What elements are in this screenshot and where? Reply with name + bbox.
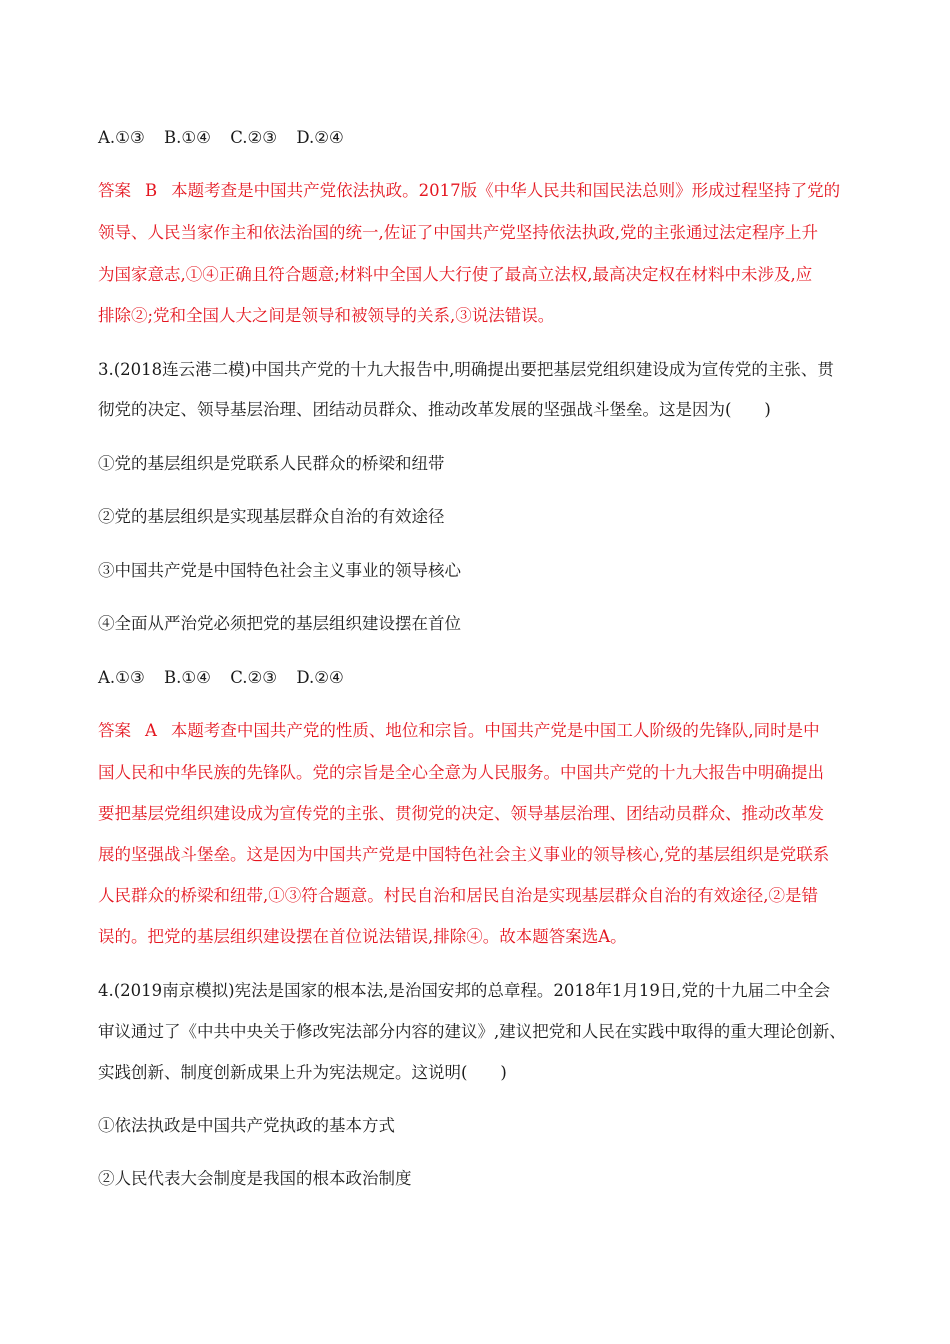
answer-key: A	[145, 721, 157, 740]
choice-a: A.①③	[98, 128, 145, 147]
q4-stem-line-3: 实践创新、制度创新成果上升为宪法规定。这说明( )	[98, 1063, 507, 1082]
answer-label: 答案	[98, 721, 131, 740]
answer-label: 答案	[98, 181, 131, 200]
answer-3-line-4: 展的坚强战斗堡垒。这是因为中国共产党是中国特色社会主义事业的领导核心,党的基层组织是党联系	[98, 845, 830, 864]
answer-2-line-3: 为国家意志,①④正确且符合题意;材料中全国人大行使了最高立法权,最高决定权在材料中未涉及,应	[98, 265, 813, 284]
choices-q2	[98, 130, 358, 147]
q3-stem-line-2: 彻党的决定、领导基层治理、团结动员群众、推动改革发展的坚强战斗堡垒。这是因为( )	[98, 400, 771, 419]
choice-a: A.①③	[98, 668, 145, 687]
choice-b: B.①④	[164, 668, 211, 687]
answer-3-line-3: 要把基层党组织建设成为宣传党的主张、贯彻党的决定、领导基层治理、团结动员群众、推动改革发	[98, 804, 824, 823]
q4-option-2: ②人民代表大会制度是我国的根本政治制度	[98, 1169, 412, 1188]
choice-d: D.②④	[296, 128, 344, 147]
answer-3-line-6: 误的。把党的基层组织建设摆在首位说法错误,排除④。故本题答案选A。	[98, 927, 627, 946]
answer-2-line-2: 领导、人民当家作主和依法治国的统一,佐证了中国共产党坚持依法执政,党的主张通过法定程序上升	[98, 223, 818, 242]
q3-option-1: ①党的基层组织是党联系人民群众的桥梁和纽带	[98, 454, 445, 473]
answer-3-line-2: 国人民和中华民族的先锋队。党的宗旨是全心全意为人民服务。中国共产党的十九大报告中明确提出	[98, 763, 824, 782]
q3-option-4: ④全面从严治党必须把党的基层组织建设摆在首位	[98, 614, 461, 633]
q4-stem-line-2: 审议通过了《中共中央关于修改宪法部分内容的建议》,建议把党和人民在实践中取得的重大理论创新、	[98, 1022, 846, 1041]
choice-c: C.②③	[230, 128, 278, 147]
answer-key: B	[145, 181, 158, 200]
choice-b: B.①④	[164, 128, 211, 147]
answer-text: 本题考查是中国共产党依法执政。2017版《中华人民共和国民法总则》形成过程坚持了党的	[171, 181, 841, 200]
answer-3-line-1	[98, 723, 820, 740]
answer-text: 本题考查中国共产党的性质、地位和宗旨。中国共产党是中国工人阶级的先锋队,同时是中	[170, 721, 820, 740]
choice-d: D.②④	[296, 668, 344, 687]
q3-option-3: ③中国共产党是中国特色社会主义事业的领导核心	[98, 561, 461, 580]
answer-2-line-4: 排除②;党和全国人大之间是领导和被领导的关系,③说法错误。	[98, 306, 555, 325]
q3-option-2: ②党的基层组织是实现基层群众自治的有效途径	[98, 507, 445, 526]
answer-2-line-1	[98, 183, 840, 200]
q4-option-1: ①依法执政是中国共产党执政的基本方式	[98, 1116, 395, 1135]
choice-c: C.②③	[230, 668, 278, 687]
answer-3-line-5: 人民群众的桥梁和纽带,①③符合题意。村民自治和居民自治是实现基层群众自治的有效途径,②是错	[98, 886, 818, 905]
q4-stem-line-1: 4.(2019南京模拟)宪法是国家的根本法,是治国安邦的总章程。2018年1月19日,党的十九届二中全会	[98, 981, 831, 1000]
choices-q3	[98, 670, 358, 687]
q3-stem-line-1: 3.(2018连云港二模)中国共产党的十九大报告中,明确提出要把基层党组织建设成为宣传党的主张、贯	[98, 360, 834, 379]
